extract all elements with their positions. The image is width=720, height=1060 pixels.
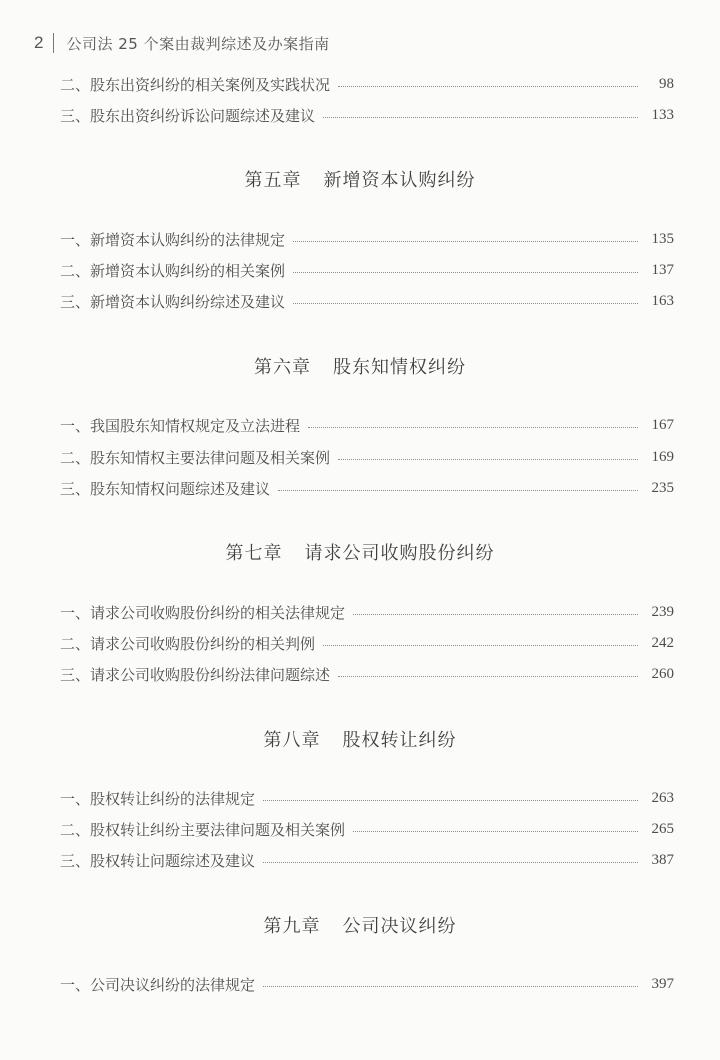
toc-entry-title: 二、新增资本认购纠纷的相关案例: [60, 261, 286, 280]
dot-leader: [323, 645, 638, 646]
toc-entry-title: 三、股东出资纠纷诉讼问题综述及建议: [60, 106, 316, 125]
toc-entry-page: 98: [659, 75, 674, 92]
toc-entry-page: 169: [651, 448, 674, 465]
toc-entry-title: 二、股权转让纠纷主要法律问题及相关案例: [60, 820, 346, 839]
toc-entry[interactable]: [60, 849, 674, 871]
toc-entry[interactable]: [60, 259, 674, 281]
chapter-heading[interactable]: [0, 166, 720, 192]
dot-leader: [353, 614, 638, 615]
toc-entry-page: 137: [651, 261, 674, 278]
chapter-number: 第八章: [263, 730, 321, 751]
toc-entry-page: 133: [651, 106, 674, 123]
toc-entry[interactable]: [60, 446, 674, 468]
toc-entry-title: 一、公司决议纠纷的法律规定: [60, 975, 256, 994]
toc-entry[interactable]: [60, 973, 674, 995]
toc-entry[interactable]: [60, 228, 674, 250]
dot-leader: [308, 427, 638, 428]
toc-entry-title: 二、请求公司收购股份纠纷的相关判例: [60, 634, 316, 653]
dot-leader: [293, 241, 638, 242]
chapter-name: 公司决议纠纷: [342, 916, 457, 937]
chapter-name: 新增资本认购纠纷: [323, 170, 476, 191]
toc-entry-title: 一、新增资本认购纠纷的法律规定: [60, 230, 286, 249]
chapter-heading[interactable]: [0, 353, 720, 379]
dot-leader: [263, 986, 638, 987]
toc-entry-page: 387: [651, 851, 674, 868]
toc-entry-page: 135: [651, 230, 674, 247]
header-divider: [53, 33, 54, 53]
dot-leader: [293, 272, 638, 273]
toc-entry-title: 三、请求公司收购股份纠纷法律问题综述: [60, 665, 331, 684]
toc-entry-page: 397: [651, 975, 674, 992]
toc-entry-page: 163: [651, 292, 674, 309]
dot-leader: [338, 86, 638, 87]
dot-leader: [263, 862, 638, 863]
book-title: 公司法 25 个案由裁判综述及办案指南: [66, 34, 330, 53]
chapter-number: 第七章: [225, 543, 283, 564]
toc-entry-page: 260: [651, 665, 674, 682]
chapter-number: 第九章: [263, 916, 321, 937]
toc-entry-title: 三、股权转让问题综述及建议: [60, 851, 256, 870]
toc-entry-title: 一、请求公司收购股份纠纷的相关法律规定: [60, 603, 346, 622]
toc-entry-page: 167: [651, 416, 674, 433]
toc-entry[interactable]: [60, 104, 674, 126]
toc-entry-page: 265: [651, 820, 674, 837]
toc-entry[interactable]: [60, 818, 674, 840]
toc-entry-title: 三、新增资本认购纠纷综述及建议: [60, 292, 286, 311]
dot-leader: [278, 490, 638, 491]
toc-entry-title: 二、股东出资纠纷的相关案例及实践状况: [60, 75, 331, 94]
toc-entry[interactable]: [60, 663, 674, 685]
toc-entry-title: 二、股东知情权主要法律问题及相关案例: [60, 448, 331, 467]
chapter-heading[interactable]: [0, 539, 720, 565]
toc-entry[interactable]: [60, 290, 674, 312]
toc-entry[interactable]: [60, 601, 674, 623]
page-number: 2: [34, 33, 44, 52]
chapter-name: 请求公司收购股份纠纷: [304, 543, 495, 564]
chapter-number: 第五章: [244, 170, 302, 191]
toc-entry[interactable]: [60, 632, 674, 654]
dot-leader: [353, 831, 638, 832]
dot-leader: [323, 117, 638, 118]
chapter-name: 股权转让纠纷: [342, 730, 457, 751]
chapter-heading[interactable]: [0, 726, 720, 752]
dot-leader: [338, 676, 638, 677]
dot-leader: [338, 459, 638, 460]
toc-entry-title: 一、股权转让纠纷的法律规定: [60, 789, 256, 808]
page-header: [34, 30, 330, 56]
toc-entry-page: 263: [651, 789, 674, 806]
dot-leader: [293, 303, 638, 304]
toc-entry-title: 一、我国股东知情权规定及立法进程: [60, 416, 301, 435]
toc-entry[interactable]: [60, 73, 674, 95]
toc-entry[interactable]: [60, 477, 674, 499]
toc-entry-page: 242: [651, 634, 674, 651]
chapter-heading[interactable]: [0, 912, 720, 938]
toc-entry-title: 三、股东知情权问题综述及建议: [60, 479, 271, 498]
chapter-number: 第六章: [254, 357, 311, 378]
toc-entry[interactable]: [60, 787, 674, 809]
toc-entry[interactable]: [60, 414, 674, 436]
chapter-name: 股东知情权纠纷: [333, 357, 466, 378]
toc-entry-page: 239: [651, 603, 674, 620]
dot-leader: [263, 800, 638, 801]
toc-entry-page: 235: [651, 479, 674, 496]
